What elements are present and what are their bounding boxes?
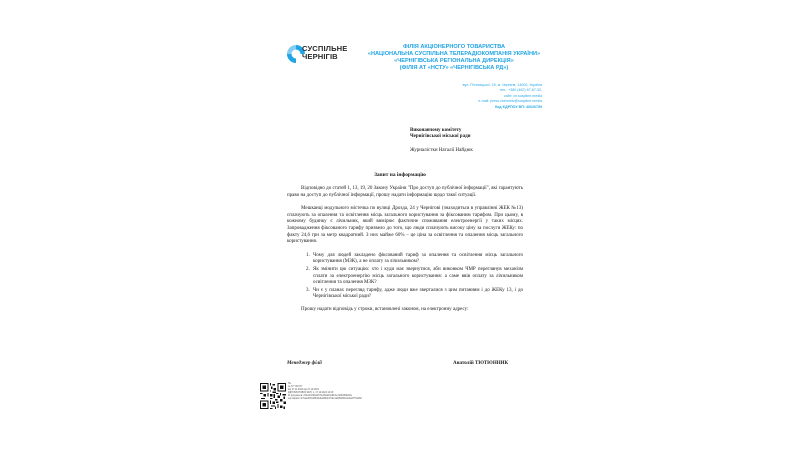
address: вул. П'ятницької, 18, м. Чернігів, 14000, Україна bbox=[462, 83, 542, 87]
logo-line-1: СУСПІЛЬНЕ bbox=[302, 44, 348, 53]
website[interactable]: сайт: cn.suspilne.media bbox=[503, 93, 542, 98]
reg-line: ТЕ bbox=[288, 383, 291, 385]
registration-stamp bbox=[288, 383, 398, 402]
letterhead-line: ФІЛІЯ АКЦІОНЕРНОГО ТОВАРИСТВА bbox=[402, 44, 506, 50]
closing-paragraph: Прошу надати відповідь у строки, встановлені законом, на електронну адресу: bbox=[301, 306, 469, 312]
addressee-block bbox=[410, 128, 540, 154]
reg-line: ID документа: 2b4e8c1f9a3d7c5e0b6a1f2d8c3e7a9b4f6d2c8e bbox=[288, 395, 353, 398]
signer-name: Анатолій ТЮТЮННИК bbox=[453, 361, 509, 366]
phone: тел.: +380 (462) 67-67-32, bbox=[499, 88, 542, 93]
logo-text bbox=[302, 45, 347, 62]
logo-line-2: ЧЕРНІГІВ bbox=[302, 52, 338, 62]
question-item: 2. Як змінити цю ситуацію: хто і куди має звернутися, аби виконком ЧМР переглянув механізм сплати за електроенергію місць загального користування: а саме ввів оплату за лічильником освітлення та опалення МЗК? bbox=[311, 267, 523, 287]
signer-position: Менеджер філії bbox=[287, 361, 322, 366]
reg-line: № 67 "06"/01" bbox=[288, 386, 303, 389]
questions-list bbox=[287, 253, 523, 301]
journalist: Журналістки Наталії Найдюк bbox=[410, 148, 473, 153]
qr-code-icon bbox=[260, 383, 286, 409]
question-item: 1. Чому для людей закладено фіксований тариф за опалення та освітлення місць загального користування (МЗК), а не оплату за лічильником? bbox=[311, 253, 523, 266]
reg-line: від 27.11.2024 від 27.10.2024 bbox=[288, 389, 319, 392]
paragraph: Мешканці модульного містечка по вулиці Дрозда, 24 у Чернігові (знаходиться в управлінні ЖЕК №13) сплачують за опалення та освітлення місць загального користування за фіксованим тарифом. При цьому, в кожному будинку є лічильник, який вимірює фактичне споживання електроенергії у таких місцях. Запровадження фіксованого тарифу призвело до того, що люди сплачують високу ціну за послуги ЖЕКу: по факту 24,6 грн за метр квадратний. З них майже 60% – це ціна за освітлення та опалення місць загального користування. bbox=[287, 206, 523, 245]
edrpou-code: Код ЄДРПОУ ВП: 40026759 bbox=[494, 104, 542, 109]
question-item: 3. Чи є у планах перегляд тарифу, адже люди вже зверталися з цим питанням і до ЖЕКу 13, і до Чернігівської міської ради? bbox=[311, 288, 523, 301]
letterhead-line: «НАЦІОНАЛЬНА СУСПІЛЬНА ТЕЛЕРАДІОКОМПАНІЯ УКРАЇНИ» bbox=[367, 51, 541, 57]
reg-line: сертифікат 4c7a2e9f1b3d5c8e0a6f2b4d7c9e1a3f5b8d0c2e4a6f77A8A8 bbox=[288, 398, 362, 401]
document-title: Запит на інформацію bbox=[374, 172, 426, 178]
email[interactable]: e-mail: press.chernihiv@suspilne.media bbox=[478, 99, 542, 104]
letter-body bbox=[287, 186, 523, 321]
letterhead-line: (ФІЛІЯ АТ «НСТУ» «ЧЕРНІГІВСЬКА РД») bbox=[399, 65, 509, 71]
reg-line: ЄДП ВИСНОВОК КЕП, 1, 17.10.2024 14:29 bbox=[288, 392, 334, 395]
letterhead-line: «ЧЕРНІГІВСЬКА РЕГІОНАЛЬНА ДИРЕКЦІЯ» bbox=[394, 58, 514, 64]
addressee-line-2: Чернігівської міської ради bbox=[410, 134, 471, 139]
letterhead bbox=[364, 44, 544, 72]
paragraph: Відповідно до статей 1, 13, 19, 20 Закону України "Про доступ до публічної інформації", які гарантують право на доступ до публічної інформації, прошу надати інформацію щодо такої ситуації. bbox=[287, 186, 523, 198]
addressee-line-1: Виконавчому комітету bbox=[410, 128, 462, 133]
contacts-block bbox=[400, 83, 542, 110]
letter-page bbox=[250, 0, 550, 450]
